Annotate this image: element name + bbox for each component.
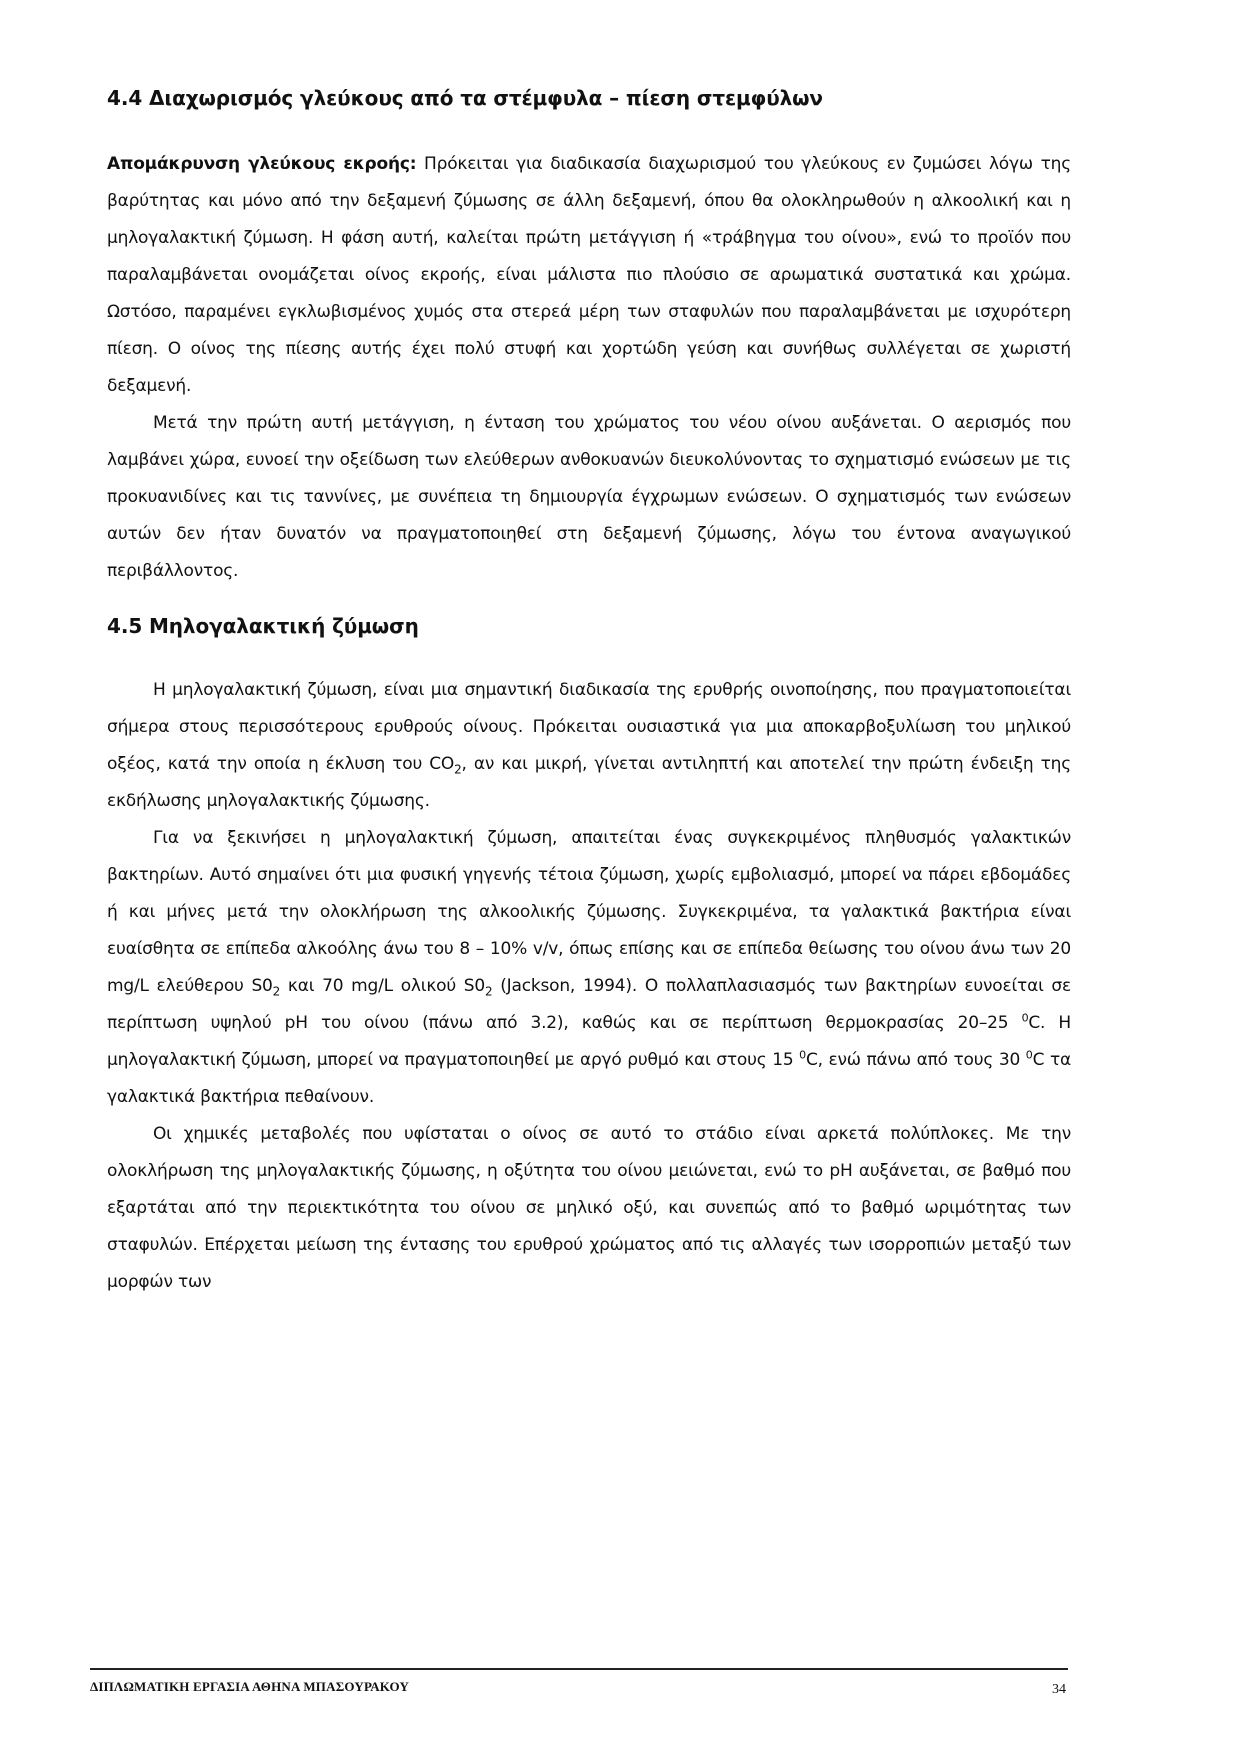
paragraph-text: Πρόκειται για διαδικασία διαχωρισμού του γλεύκους εν ζυμώσει λόγω της βαρύτητας και μόνο από την δεξαμενή ζύμωσης σε άλλη δεξαμενή, όπου θα ολοκληρωθούν η αλκοολική και η μηλογαλακτική ζύμωση. Η φάση αυτή, καλείται πρώτη μετάγγιση ή «τράβηγμα του οίνου», ενώ το προϊόν που παραλαμβάνεται ονομάζεται οίνος εκροής, είναι μάλιστα πιο πλούσιο σε αρωματικά συστατικά και χρώμα. Ωστόσο, παραμένει εγκλωβισμένος χυμός στα στερεά μέρη των σταφυλών που παραλαμβάνεται με ισχυρότερη πίεση. Ο οίνος της πίεσης αυτής έχει πολύ στυφή και χορτώδη γεύση και συνήθως συλλέγεται σε χωριστή δεξαμενή. bbox=[107, 154, 1071, 396]
paragraph-lead-term: Απομάκρυνση γλεύκους εκροής: bbox=[107, 154, 417, 174]
text-run: C, ενώ πάνω από τους 30 bbox=[805, 1050, 1026, 1070]
paragraph-metaggisi: Μετά την πρώτη αυτή μετάγγιση, η ένταση του χρώματος του νέου οίνου αυξάνεται. Ο αερισμός που λαμβάνει χώρα, ευνοεί την οξείδωση των ελεύθερων ανθοκυανών διευκολύνοντας το σχηματισμό ενώσεων με τις προκυανιδίνες και τις ταννίνες, με συνέπεια τη δημιουργία έγχρωμων ενώσεων. Ο σχηματισμός των ενώσεων αυτών δεν ήταν δυνατόν να πραγματοποιηθεί στη δεξαμενή ζύμωσης, λόγω του έντονα αναγωγικού περιβάλλοντος. bbox=[107, 413, 1071, 581]
page-number: 34 bbox=[1052, 1682, 1066, 1697]
text-run: (Jackson, 1994). Ο πολλαπλασιασμός των βακτηρίων ευνοείται σε περίπτωση υψηλού pH του οίνου (πάνω από 3.2), καθώς και σε περίπτωση θερμοκρασίας 20–25 bbox=[107, 976, 1071, 1033]
paragraph-chemical-changes: Οι χημικές μεταβολές που υφίσταται ο οίνος σε αυτό το στάδιο είναι αρκετά πολύπλοκες. Με την ολοκλήρωση της μηλογαλακτικής ζύμωσης, η οξύτητα του οίνου μειώνεται, ενώ το pH αυξάνεται, σε βαθμό που εξαρτάται από την περιεκτικότητα του οίνου σε μηλικό οξύ, και συνεπώς από το βαθμό ωριμότητας των σταφυλών. Επέρχεται μείωση της έντασης του ερυθρού χρώματος από τις αλλαγές των ισορροπιών μεταξύ των μορφών των bbox=[107, 1124, 1071, 1292]
paragraph-bacteria bbox=[107, 820, 1071, 1116]
text-run: Για να ξεκινήσει η μηλογαλακτική ζύμωση, απαιτείται ένας συγκεκριμένος πληθυσμός γαλακτικών βακτηρίων. Αυτό σημαίνει ότι μια φυσική γηγενής τέτοια ζύμωση, χωρίς εμβολιασμό, μπορεί να πάρει εβδομάδες ή και μήνες μετά την ολοκλήρωση της αλκοολικής ζύμωσης. Συγκεκριμένα, τα γαλακτικά βακτήρια είναι ευαίσθητα σε επίπεδα αλκοόλης άνω του 8 – 10% v/v, όπως επίσης και σε επίπεδα θείωσης του οίνου άνω των 20 mg/L ελεύθερου S0 bbox=[107, 828, 1071, 996]
footer-title: ΔΙΠΛΩΜΑΤΙΚΗ ΕΡΓΑΣΙΑ ΑΘΗΝΑ ΜΠΑΣΟΥΡΑΚΟΥ bbox=[90, 1679, 410, 1694]
footer-divider bbox=[90, 1668, 1068, 1670]
text-run: C τα γαλακτικά βακτήρια πεθαίνουν. bbox=[107, 1050, 1071, 1107]
superscript: 0 bbox=[1025, 1048, 1033, 1062]
page-content bbox=[107, 84, 1071, 1301]
text-run: Η μηλογαλακτική ζύμωση, είναι μια σημαντική διαδικασία της ερυθρής οινοποίησης, που πραγματοποιείται σήμερα στους περισσότερους ερυθρούς οίνους. Πρόκειται ουσιαστικά για μια αποκαρβοξυλίωση του μηλικού οξέος, κατά την οποία η έκλυση του CO bbox=[107, 680, 1071, 774]
section-heading-4-5: 4.5 Μηλογαλακτική ζύμωση bbox=[107, 614, 419, 638]
section-heading-4-4: 4.4 Διαχωρισμός γλεύκους από τα στέμφυλα – πίεση στεμφύλων bbox=[107, 86, 823, 110]
text-run: C. Η μηλογαλακτική ζύμωση, μπορεί να πραγματοποιηθεί με αργό ρυθμό και στους 15 bbox=[107, 1013, 1071, 1070]
subscript: 2 bbox=[485, 984, 493, 999]
superscript: 0 bbox=[1021, 1011, 1029, 1025]
text-run: και 70 mg/L ολικού S0 bbox=[280, 976, 485, 996]
subscript: 2 bbox=[272, 984, 281, 999]
paragraph-gleukos-ekrois bbox=[107, 146, 1071, 405]
paragraph-milogalaktiki-intro bbox=[107, 672, 1071, 820]
superscript: 0 bbox=[799, 1048, 806, 1062]
subscript: 2 bbox=[454, 762, 462, 777]
text-run: , αν και μικρή, γίνεται αντιληπτή και αποτελεί την πρώτη ένδειξη της εκδήλωσης μηλογαλακτικής ζύμωσης. bbox=[107, 754, 1071, 811]
